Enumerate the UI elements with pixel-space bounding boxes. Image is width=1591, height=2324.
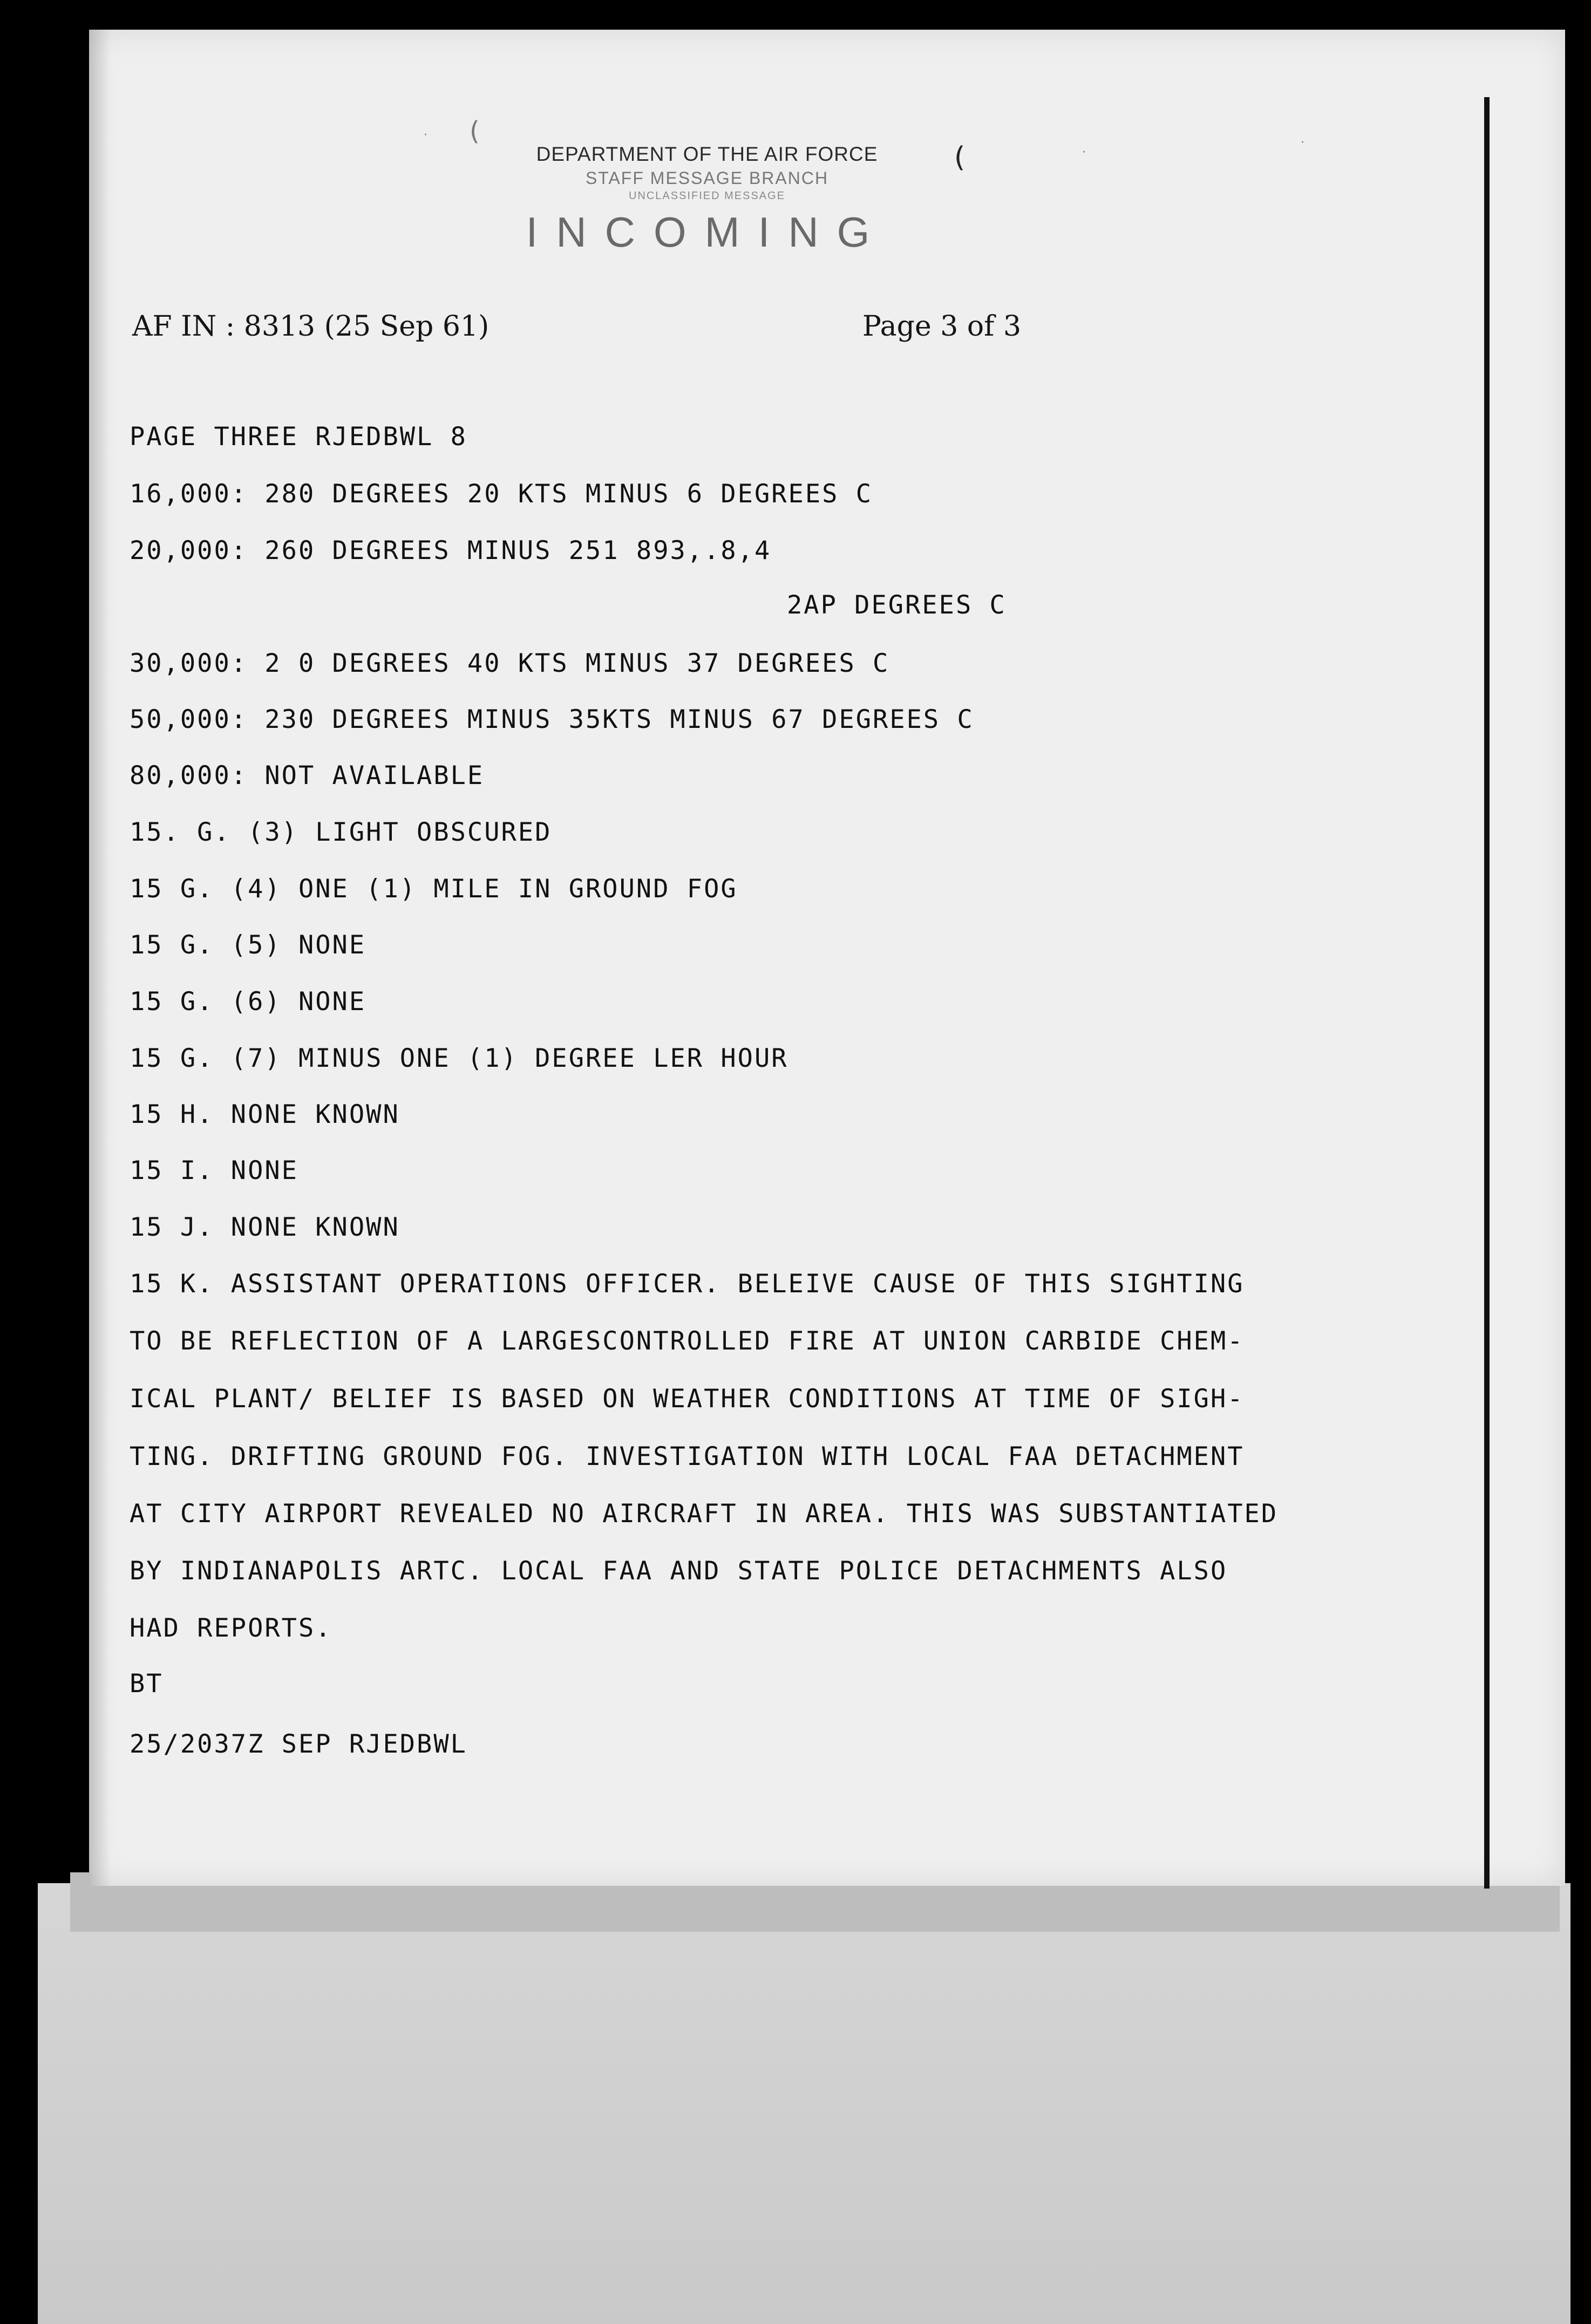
body-line: 15. G. (3) LIGHT OBSCURED	[130, 817, 552, 847]
body-line: 80,000: NOT AVAILABLE	[130, 761, 485, 790]
body-line: 30,000: 2 0 DEGREES 40 KTS MINUS 37 DEGREES C	[130, 649, 890, 678]
body-line: ICAL PLANT/ BELIEF IS BASED ON WEATHER CONDITIONS AT TIME OF SIGH-	[130, 1384, 1245, 1414]
body-line: 50,000: 230 DEGREES MINUS 35KTS MINUS 67 DEGREES C	[130, 705, 974, 734]
paren-mark: (	[470, 116, 480, 146]
body-line: AT CITY AIRPORT REVEALED NO AIRCRAFT IN AREA. THIS WAS SUBSTANTIATED	[130, 1499, 1279, 1529]
body-line: TO BE REFLECTION OF A LARGESCONTROLLED FIRE AT UNION CARBIDE CHEM-	[130, 1326, 1245, 1356]
body-line: 15 G. (5) NONE	[130, 930, 366, 960]
letterhead	[486, 141, 928, 258]
body-line: BT	[130, 1669, 164, 1699]
body-line: 20,000: 260 DEGREES MINUS 251 893,.8,4	[130, 536, 772, 565]
body-line: BY INDIANAPOLIS ARTC. LOCAL FAA AND STATE POLICE DETACHMENTS ALSO	[130, 1556, 1228, 1586]
body-line: 15 H. NONE KNOWN	[130, 1100, 400, 1129]
speck-mark: ·	[424, 128, 427, 142]
body-line: 15 J. NONE KNOWN	[130, 1212, 400, 1242]
speck-mark: ·	[1082, 146, 1086, 159]
page-number: Page 3 of 3	[862, 310, 1022, 343]
page-shadow	[89, 30, 111, 1886]
body-line: TING. DRIFTING GROUND FOG. INVESTIGATION WITH LOCAL FAA DETACHMENT	[130, 1442, 1245, 1471]
body-line: 15 I. NONE	[130, 1156, 298, 1185]
body-line: 16,000: 280 DEGREES 20 KTS MINUS 6 DEGREES C	[130, 479, 873, 509]
incoming-stamp: INCOMING	[526, 208, 888, 256]
body-line: 15 G. (7) MINUS ONE (1) DEGREE LER HOUR	[130, 1044, 788, 1073]
page-edge-line	[1484, 97, 1490, 1889]
body-line: 15 G. (6) NONE	[130, 987, 366, 1017]
body-line: 2AP DEGREES C	[787, 590, 1007, 620]
branch-title: STAFF MESSAGE BRANCH	[585, 168, 829, 188]
body-line: 25/2037Z SEP RJEDBWL	[130, 1729, 467, 1759]
body-line: HAD REPORTS.	[130, 1613, 332, 1643]
body-line: 15 G. (4) ONE (1) MILE IN GROUND FOG	[130, 874, 738, 904]
classification-label: UNCLASSIFIED MESSAGE	[628, 190, 786, 202]
message-reference: AF IN : 8313 (25 Sep 61)	[132, 310, 489, 343]
paren-mark: (	[954, 141, 966, 174]
body-line: 15 K. ASSISTANT OPERATIONS OFFICER. BELEIVE CAUSE OF THIS SIGHTING	[130, 1269, 1245, 1299]
department-title: DEPARTMENT OF THE AIR FORCE	[536, 143, 878, 165]
speck-mark: ·	[1301, 136, 1304, 149]
scan-background	[38, 1883, 1570, 2324]
body-line: PAGE THREE RJEDBWL 8	[130, 422, 467, 452]
